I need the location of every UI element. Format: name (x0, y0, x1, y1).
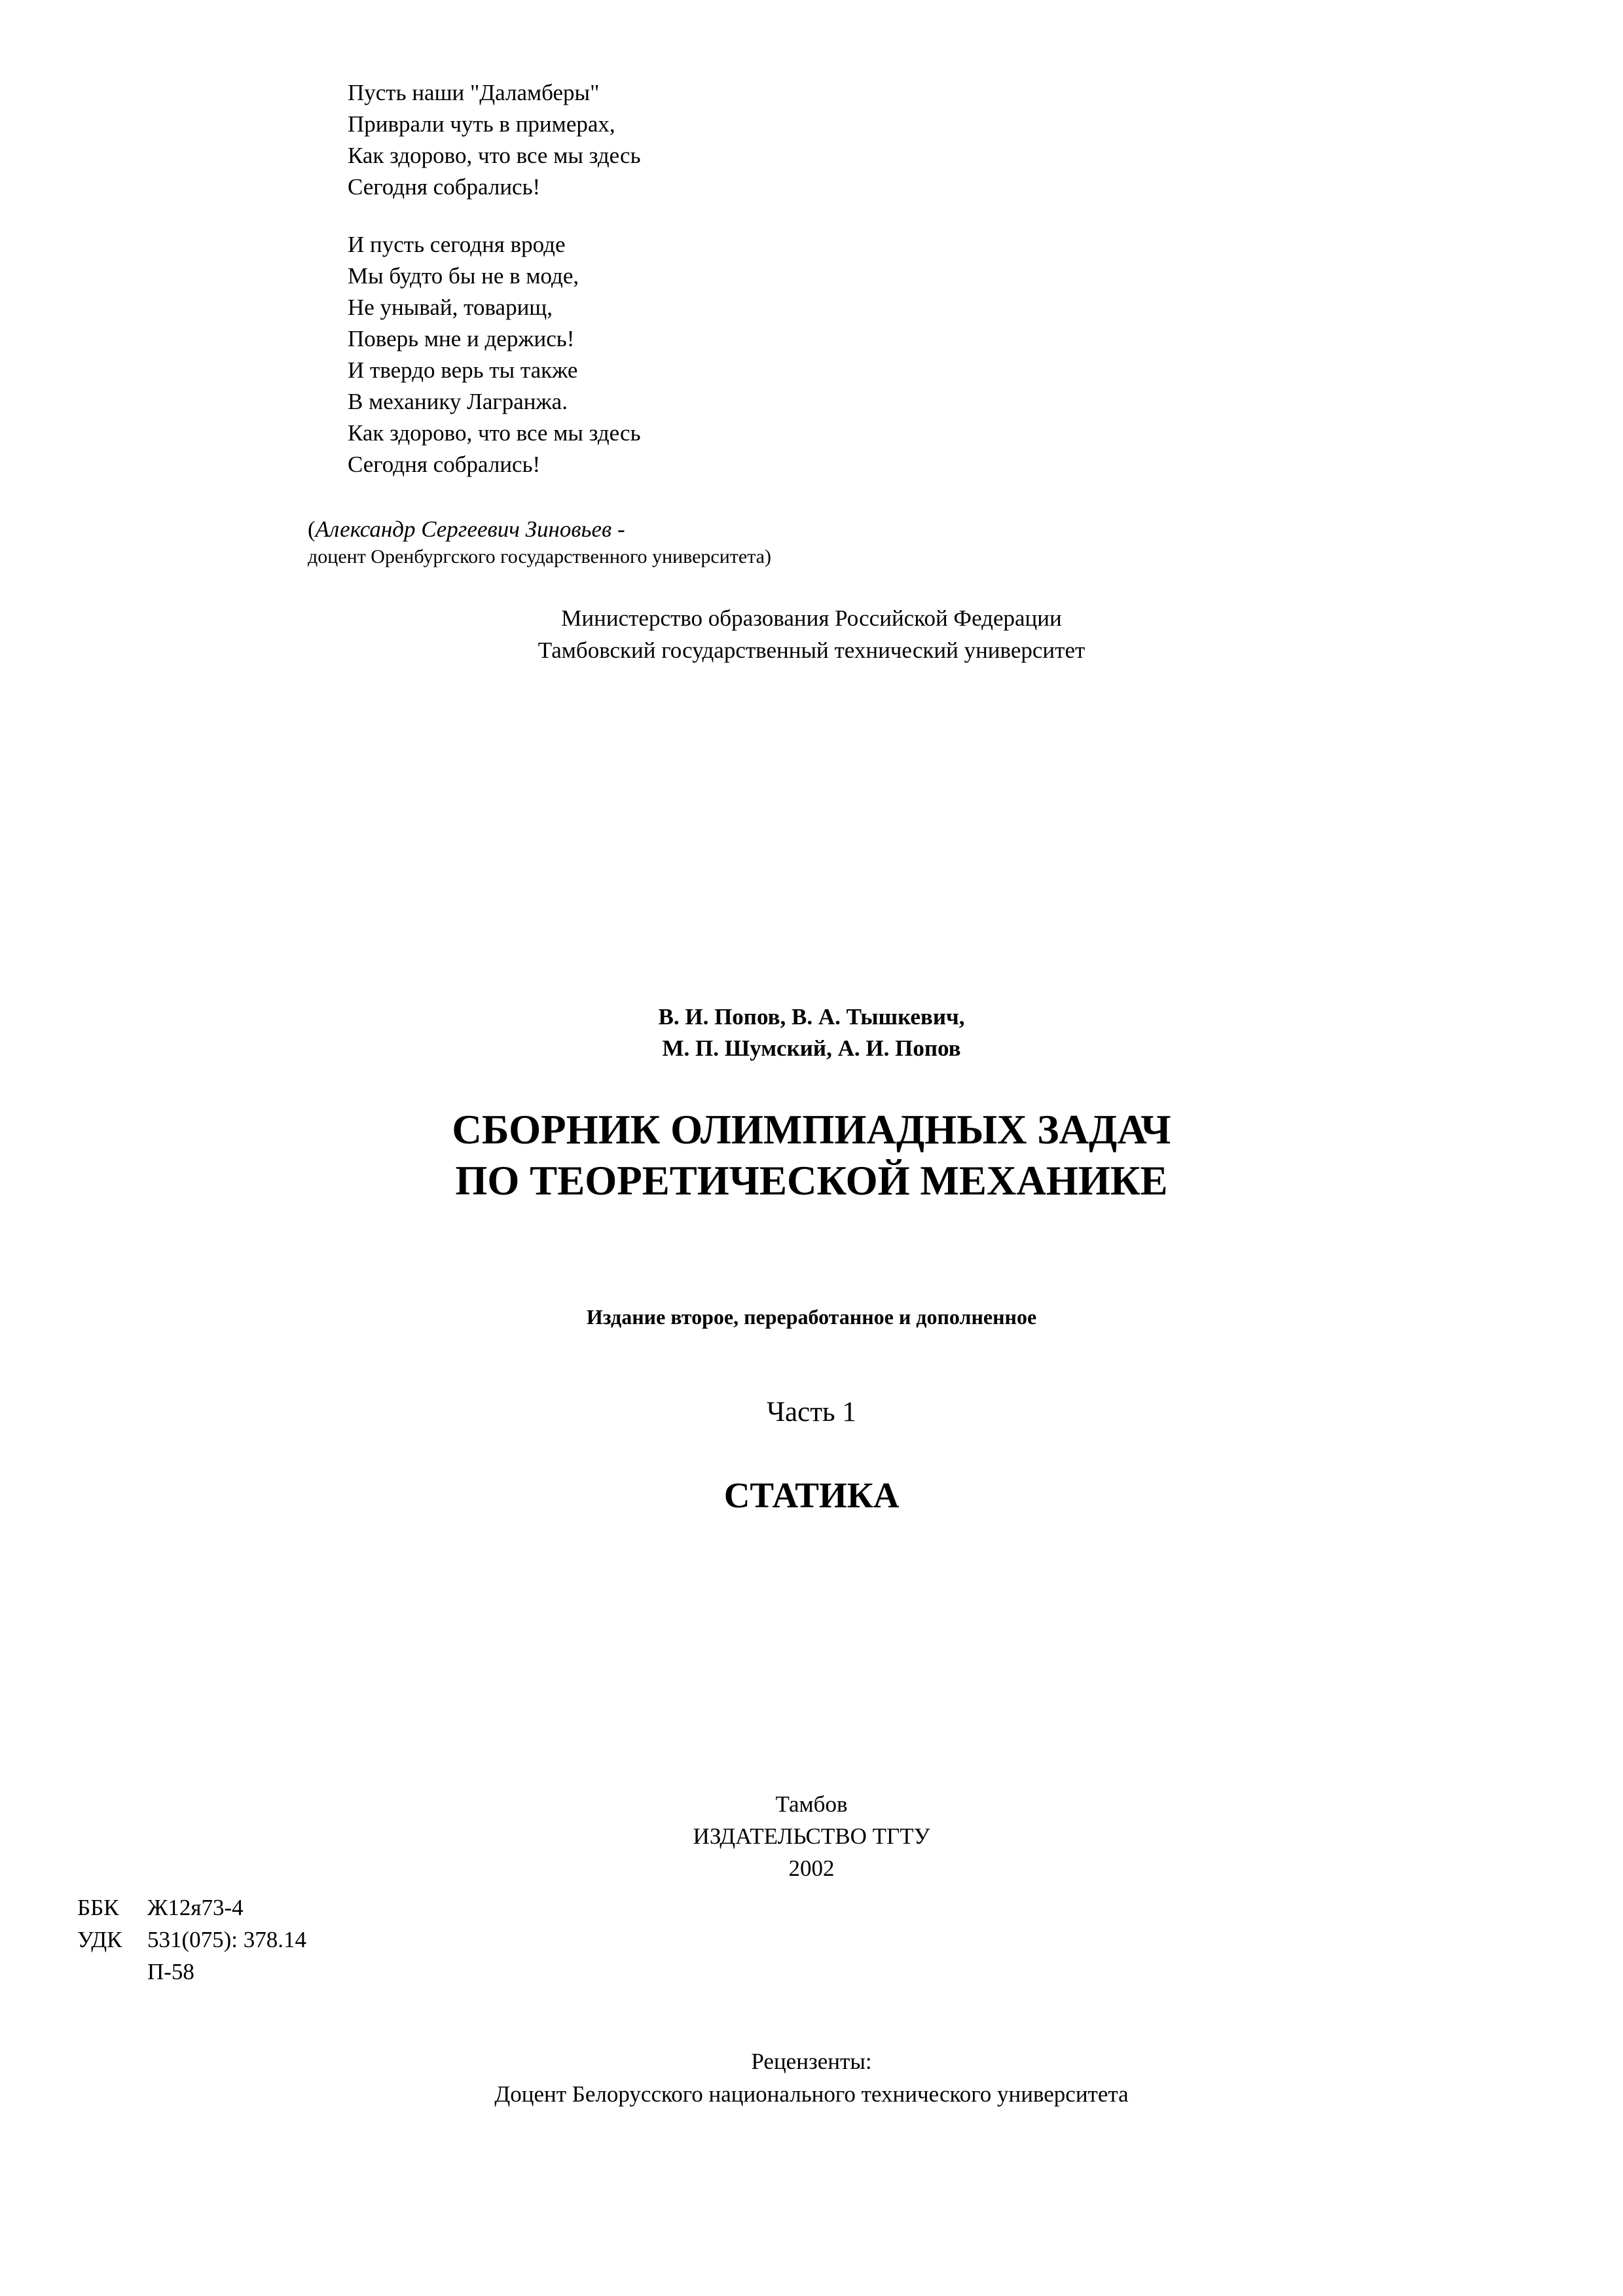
poem-line: Не унывай, товарищ, (348, 295, 553, 320)
imprint-city: Тамбов (775, 1791, 848, 1817)
imprint (0, 1788, 1623, 1884)
poem-attribution (308, 515, 771, 570)
bbk-row (77, 1892, 306, 1924)
ministry-line: Министерство образования Российской Федерации (561, 605, 1062, 631)
poem-line: Мы будто бы не в моде, (348, 263, 579, 289)
udk-code: 531(075): 378.14 (147, 1927, 307, 1952)
poem-stanza-1 (348, 77, 641, 203)
poem-line: Как здорово, что все мы здесь (348, 143, 641, 168)
authors-line: В. И. Попов, В. А. Тышкевич, (658, 1004, 965, 1030)
bbk-label: ББК (77, 1895, 119, 1920)
university-line: Тамбовский государственный технический университет (538, 637, 1085, 663)
section-title: СТАТИКА (723, 1475, 900, 1515)
poem-line: В механику Лагранжа. (348, 389, 568, 414)
authors-line: М. П. Шумский, А. И. Попов (662, 1035, 961, 1061)
reviewers (0, 2045, 1623, 2111)
poem-line: Поверь мне и держись! (348, 326, 575, 351)
poem-stanza-2 (348, 229, 641, 480)
authors (0, 1001, 1623, 1064)
udk-label: УДК (77, 1927, 122, 1952)
attribution-name: Александр Сергеевич Зиновьев - (315, 516, 625, 542)
attribution-open-paren: ( (308, 516, 316, 542)
bbk-code: Ж12я73-4 (147, 1895, 244, 1920)
classification-codes (77, 1892, 306, 1988)
poem-line: Пусть наши "Даламберы" (348, 80, 600, 105)
author-mark: П-58 (147, 1959, 194, 1984)
title-line: ПО ТЕОРЕТИЧЕСКОЙ МЕХАНИКЕ (455, 1158, 1168, 1204)
title-line: СБОРНИК ОЛИМПИАДНЫХ ЗАДАЧ (452, 1107, 1171, 1153)
book-title (0, 1104, 1623, 1206)
reviewers-heading: Рецензенты: (751, 2049, 872, 2074)
poem-line: Как здорово, что все мы здесь (348, 420, 641, 446)
ministry-header (0, 602, 1623, 666)
imprint-publisher: ИЗДАТЕЛЬСТВО ТГТУ (693, 1823, 930, 1849)
part-number: Часть 1 (767, 1397, 856, 1427)
attribution-position: доцент Оренбургского государственного университета) (308, 546, 771, 567)
udk-row (77, 1924, 306, 1956)
poem-line: Сегодня собрались! (348, 174, 541, 200)
author-mark-row (77, 1956, 306, 1988)
poem-line: Сегодня собрались! (348, 452, 541, 477)
poem-line: Приврали чуть в примерах, (348, 111, 615, 137)
poem-line: И твердо верь ты также (348, 357, 578, 383)
edition-note: Издание второе, переработанное и дополненное (586, 1305, 1037, 1329)
reviewer-line: Доцент Белорусского национального технического университета (494, 2081, 1129, 2107)
imprint-year: 2002 (788, 1856, 835, 1881)
poem-line: И пусть сегодня вроде (348, 232, 566, 257)
attribution-author (308, 515, 771, 544)
